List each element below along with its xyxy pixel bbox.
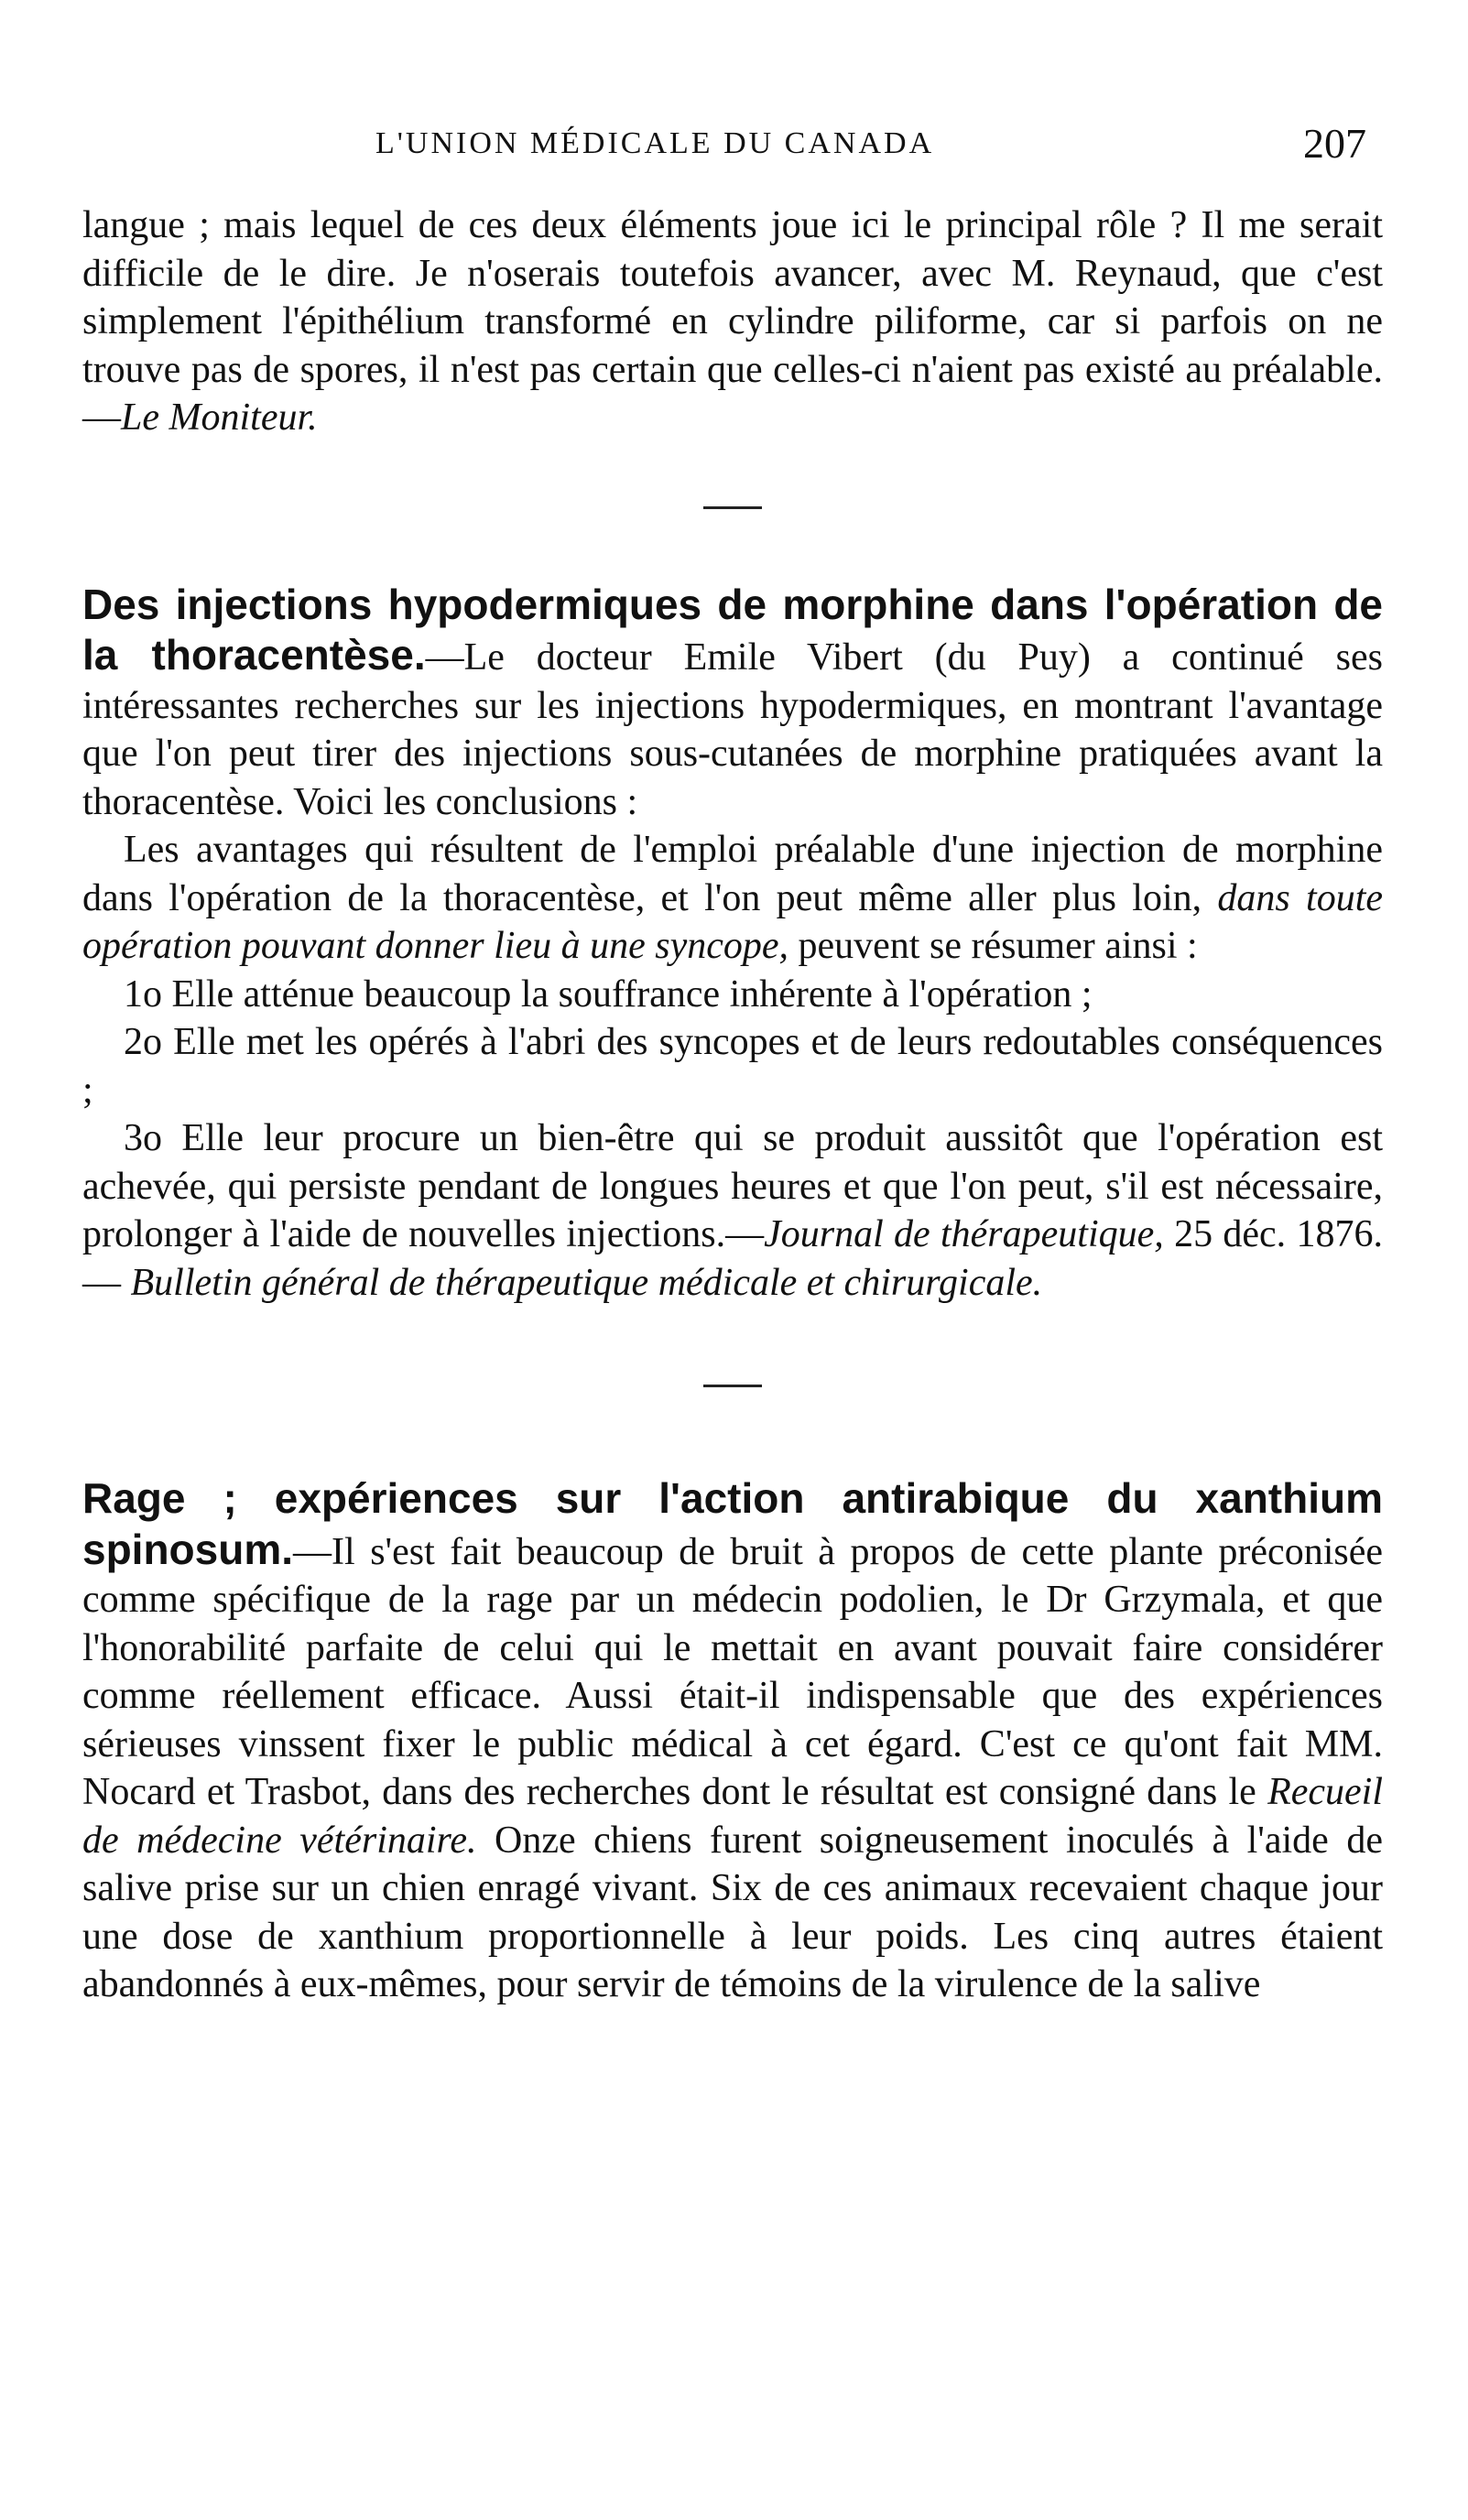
article-morphine-lead <box>82 581 1383 827</box>
source-journal: Journal de thérapeutique, <box>764 1213 1164 1255</box>
article-morphine-conclusion <box>82 826 1383 971</box>
article-morphine-lead-text: —Le docteur Emile Vibert (du Puy) a continué ses intéressantes recherches sur les injections hypodermiques, en montrant l'avantage que l'on peut tirer des injections sous-cutanées de morphine pratiquées avant la thoracentèse. Voici les conclusions : <box>82 636 1383 823</box>
conclusion-intro: Les avantages qui résultent de l'emploi préalable d'une injection de morphine dans l'opération de la thoracentèse, et l'on peut même aller plus loin, <box>82 829 1383 919</box>
section-divider <box>703 506 762 509</box>
conclusion-end: peuvent se résumer ainsi : <box>798 925 1198 967</box>
source-journal-date: 25 déc. 1876.— <box>82 1213 1383 1304</box>
point-3-text: 3o Elle leur procure un bien-être qui se produit aussitôt que l'opération est achevée, qui persiste pendant de longues heures et que l'on peut, s'il est nécessaire, prolonger à l'aide de nouvelles injections.— <box>82 1117 1383 1255</box>
article-rage-journal: Recueil de médecine vétérinaire. <box>82 1771 1383 1862</box>
article-rage-text-1: —Il s'est fait beaucoup de bruit à propos de cette plante préconisée comme spécifique de la rage par un médecin podolien, le Dr Grzymala, et que l'honorabilité parfaite de celui qui le mettait en avant pouvait faire considérer comme réellement efficace. Aussi était-il indispensable que des expériences sérieuses vinssent fixer le public médical à cet égard. C'est ce qu'ont fait MM. Nocard et Trasbot, dans des recherches dont le résultat est consigné dans le <box>82 1530 1383 1813</box>
page-body <box>82 201 1383 2009</box>
article-rage-paragraph <box>82 1474 1383 2009</box>
running-title: L'UNION MÉDICALE DU CANADA <box>375 126 935 160</box>
intro-source: Le Moniteur. <box>121 396 318 439</box>
article-rage-heading: Rage ; expériences sur l'action antirabique du xanthium spinosum. <box>82 1474 1383 1573</box>
intro-text: langue ; mais lequel de ces deux éléments joue ici le principal rôle ? Il me serait difficile de le dire. Je n'oserais toutefois avancer, avec M. Reynaud, que c'est simplement l'épithélium transformé en cylindre piliforme, car si parfois on ne trouve pas de spores, il n'est pas certain que celles-ci n'aient pas existé au préalable.— <box>82 204 1383 439</box>
conclusion-point-2: 2o Elle met les opérés à l'abri des syncopes et de leurs redoutables conséquences ; <box>82 1021 1383 1112</box>
conclusion-point-1: 1o Elle atténue beaucoup la souffrance inhérente à l'opération ; <box>124 972 1093 1016</box>
source-bulletin: Bulletin général de thérapeutique médicale et chirurgicale. <box>130 1261 1043 1304</box>
running-header <box>82 119 1383 183</box>
conclusion-point-3 <box>82 1114 1383 1307</box>
section-divider <box>703 1385 762 1387</box>
conclusion-italic: dans toute opération pouvant donner lieu à une syncope, <box>82 876 1384 967</box>
intro-paragraph <box>82 201 1383 442</box>
article-rage-text-2: Onze chiens furent soigneusement inoculés à l'aide de salive prise sur un chien enragé vivant. Six de ces animaux recevaient chaque jour une dose de xanthium proportionnelle à leur poids. Les cinq autres étaient abandonnés à eux-mêmes, pour servir de témoins de la virulence de la salive <box>82 1819 1383 2005</box>
article-morphine-heading: Des injections hypodermiques de morphine dans l'opération de la thoracentèse. <box>82 580 1383 679</box>
page-number: 207 <box>1303 120 1366 167</box>
